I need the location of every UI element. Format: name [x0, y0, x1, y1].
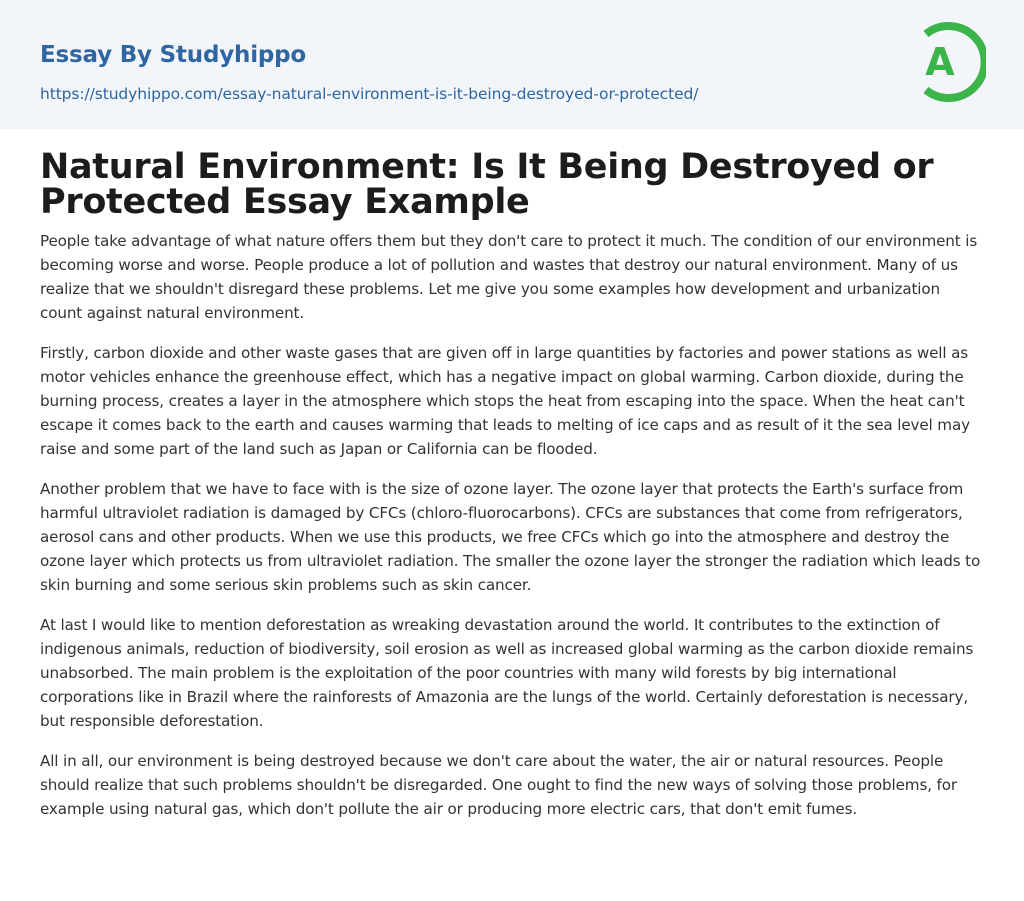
paragraph: Firstly, carbon dioxide and other waste gases that are given off in large quantities by factories and power stations as well as motor vehicles enhance the greenhouse effect, which has a negative impact on global warming. Carbon dioxide, during the burning process, creates a layer in the atmosphere which stops the heat from escaping into the space. When the heat can't escape it comes back to the earth and causes warming that leads to melting of ice caps and as result of it the sea level may raise and some part of the land such as Japan or California can be flooded.	[40, 344, 970, 458]
paragraph: All in all, our environment is being destroyed because we don't care about the water, the air or natural resources. People should realize that such problems shouldn't be disregarded. One ought to find the new ways of solving those problems, for example using natural gas, which don't pollute the air or producing more electric cars, that don't emit fumes.	[40, 752, 957, 818]
logo-letter: A	[925, 40, 955, 84]
paragraph: Another problem that we have to face with is the size of ozone layer. The ozone layer that protects the Earth's surface from harmful ultraviolet radiation is damaged by CFCs (chloro-fluorocarbons). CFCs are substances that come from refrigerators, aerosol cans and other products. When we use this products, we free CFCs which go into the atmosphere and destroy the ozone layer which protects us from ultraviolet radiation. The smaller the ozone layer the stronger the radiation which leads to skin burning and some serious skin problems such as skin cancer.	[40, 480, 981, 594]
article-body	[40, 229, 986, 837]
studyhippo-logo-icon[interactable]	[912, 19, 986, 105]
site-brand[interactable]: Essay By Studyhippo	[40, 42, 307, 68]
paragraph: People take advantage of what nature offers them but they don't care to protect it much. The condition of our environment is becoming worse and worse. People produce a lot of pollution and wastes that destroy our natural environment. Many of us realize that we shouldn't disregard these problems. Let me give you some examples how development and urbanization count against natural environment.	[40, 232, 978, 322]
essay-url-link[interactable]: https://studyhippo.com/essay-natural-environment-is-it-being-destroyed-or-protected/	[40, 85, 699, 103]
site-header	[0, 0, 1024, 129]
paragraph: At last I would like to mention deforestation as wreaking devastation around the world. It contributes to the extinction of indigenous animals, reduction of biodiversity, soil erosion as well as increased global warming as the carbon dioxide remains unabsorbed. The main problem is the exploitation of the poor countries with many wild forests by big international corporations like in Brazil where the rainforests of Amazonia are the lungs of the world. Certainly deforestation is necessary, but responsible deforestation.	[40, 616, 974, 730]
article-title: Natural Environment: Is It Being Destroyed or Protected Essay Example	[40, 147, 934, 222]
